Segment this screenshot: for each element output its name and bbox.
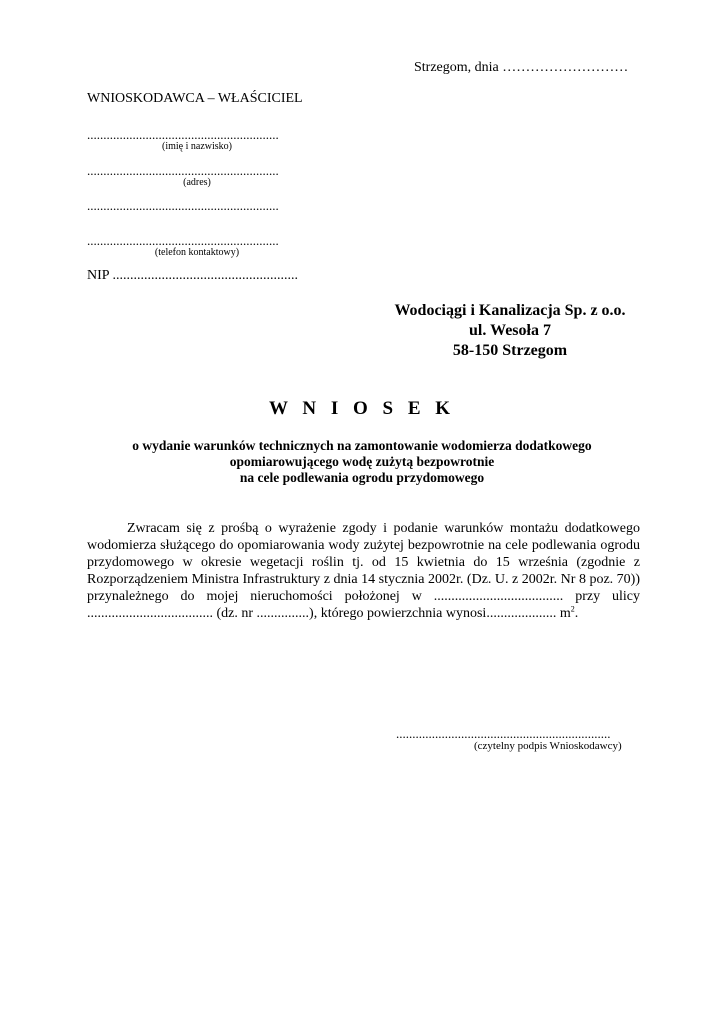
address-caption: (adres) [183, 177, 211, 188]
area-unit-exponent: 2 [570, 604, 575, 614]
name-caption: (imię i nazwisko) [162, 141, 232, 152]
phone-caption: (telefon kontaktowy) [154, 247, 240, 258]
addressee-company: Wodociągi i Kanalizacja Sp. z o.o. [394, 302, 626, 319]
nip-line: NIP ..................................................... [87, 268, 299, 283]
addressee-city: 58-150 Strzegom [452, 342, 568, 359]
request-body-end: . [574, 606, 579, 621]
addressee-street: ul. Wesoła 7 [469, 322, 551, 339]
subtitle-line-1: o wydanie warunków technicznych na zamontowanie wodomierza dodatkowego [132, 438, 592, 453]
address-line: ........................................................... [87, 163, 279, 178]
place-date-field: Strzegom, dnia ……………………… [414, 60, 629, 75]
request-body [87, 520, 640, 622]
applicant-heading: WNIOSKODAWCA – WŁAŚCICIEL [87, 91, 303, 106]
request-body-text: Zwracam się z prośbą o wyrażenie zgody i podanie warunków montażu dodatkowego wodomierza służącego do opomiarowania wody zużytej bezpowrotnie na cele podlewania ogrodu przydomowego w okresie wegetacji roślin tj. od 15 kwietnia do 15 września (zgodnie z Rozporządzeniem Ministra Infrastruktury z dnia 14 stycznia 2002r. (Dz. U. z 2002r. Nr 8 poz. 70)) przynależnego do mojej nieruchomości położonej w ..................................... przy ulicy .................................... (dz. nr ...............), którego powierzchnia wynosi.................... m [87, 521, 640, 621]
signature-line: .................................................................. [396, 726, 611, 741]
signature-caption: (czytelny podpis Wnioskodawcy) [474, 740, 622, 752]
name-line: ........................................................... [87, 127, 279, 142]
phone-line: ........................................................... [87, 233, 279, 248]
document-title: W N I O S E K [268, 398, 456, 419]
document-subtitle [0, 438, 724, 486]
subtitle-line-2: opomiarowującego wodę zużytą bezpowrotnie [229, 454, 495, 469]
subtitle-line-3: na cele podlewania ogrodu przydomowego [239, 470, 485, 485]
address-line-2: ........................................................... [87, 198, 279, 213]
